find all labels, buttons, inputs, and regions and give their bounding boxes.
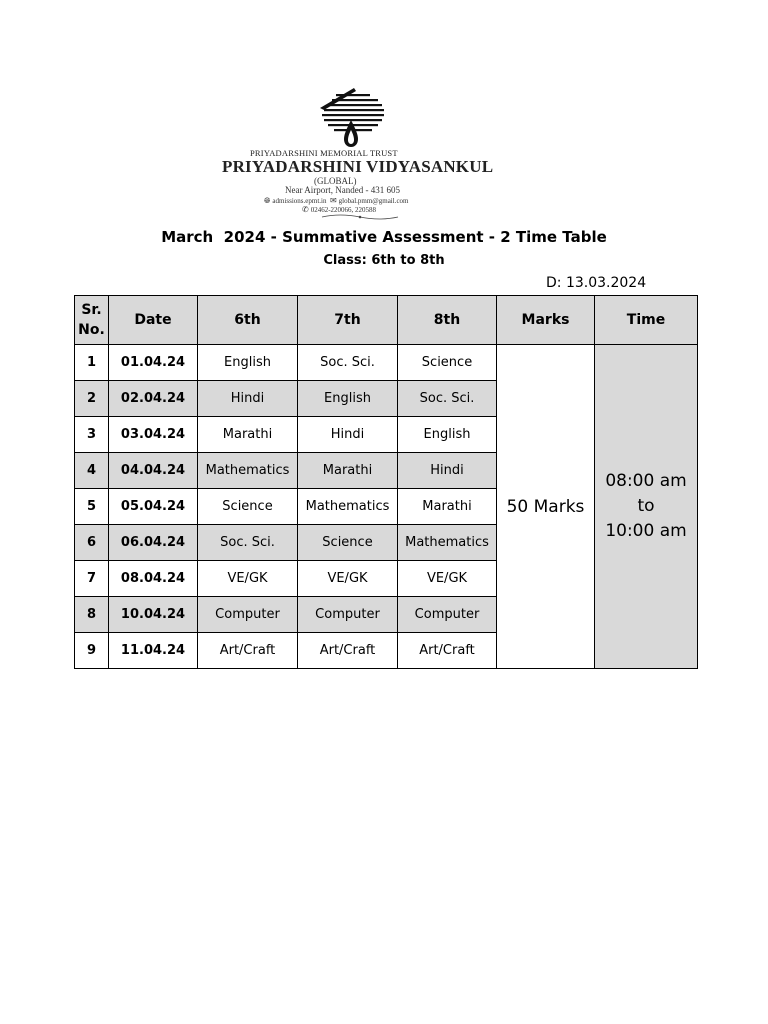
header-sr-line2: No.	[78, 322, 105, 338]
cell-8th: Science	[398, 345, 497, 381]
cell-time	[595, 345, 698, 669]
time-to: 10:00 am	[605, 521, 687, 541]
cell-sr: 3	[75, 417, 109, 453]
cell-7th: Soc. Sci.	[298, 345, 398, 381]
cell-6th: VE/GK	[198, 561, 298, 597]
cell-7th: Mathematics	[298, 489, 398, 525]
document-title: March 2024 - Summative Assessment - 2 Time Table	[161, 228, 607, 246]
cell-7th: VE/GK	[298, 561, 398, 597]
cell-7th: Computer	[298, 597, 398, 633]
document-date: D: 13.03.2024	[546, 275, 647, 291]
cell-date: 08.04.24	[109, 561, 198, 597]
cell-8th: Mathematics	[398, 525, 497, 561]
cell-sr: 6	[75, 525, 109, 561]
cell-sr: 9	[75, 633, 109, 669]
school-name: PRIYADARSHINI VIDYASANKUL	[222, 157, 494, 176]
cell-7th: Marathi	[298, 453, 398, 489]
exam-timetable	[74, 295, 698, 669]
cell-6th: Soc. Sci.	[198, 525, 298, 561]
cell-8th: Art/Craft	[398, 633, 497, 669]
table-row	[75, 345, 698, 381]
cell-sr: 8	[75, 597, 109, 633]
cell-6th: Marathi	[198, 417, 298, 453]
header-time: Time	[595, 296, 698, 345]
cell-6th: Mathematics	[198, 453, 298, 489]
cell-7th: Science	[298, 525, 398, 561]
header-7th: 7th	[298, 296, 398, 345]
cell-8th: Marathi	[398, 489, 497, 525]
cell-6th: Computer	[198, 597, 298, 633]
time-from: 08:00 am	[605, 471, 687, 491]
cell-date: 02.04.24	[109, 381, 198, 417]
cell-date: 04.04.24	[109, 453, 198, 489]
cell-8th: Computer	[398, 597, 497, 633]
phone-icon: ✆	[302, 205, 309, 214]
cell-sr: 1	[75, 345, 109, 381]
cell-6th: Science	[198, 489, 298, 525]
cell-sr: 2	[75, 381, 109, 417]
cell-6th: Art/Craft	[198, 633, 298, 669]
cell-sr: 7	[75, 561, 109, 597]
time-separator: to	[637, 496, 655, 516]
email-text: global.pmm@gmail.com	[338, 197, 409, 205]
cell-date: 10.04.24	[109, 597, 198, 633]
envelope-icon: ✉	[329, 196, 337, 205]
header-sr-no	[75, 296, 109, 345]
cell-6th: Hindi	[198, 381, 298, 417]
cell-date: 03.04.24	[109, 417, 198, 453]
header-8th: 8th	[398, 296, 497, 345]
header-sr-line1: Sr.	[81, 302, 102, 318]
campus-name: (GLOBAL)	[314, 176, 357, 186]
class-label: Class: 6th to 8th	[323, 253, 445, 268]
cell-8th: English	[398, 417, 497, 453]
cell-date: 06.04.24	[109, 525, 198, 561]
cell-date: 05.04.24	[109, 489, 198, 525]
table-header-row	[75, 296, 698, 345]
cell-8th: VE/GK	[398, 561, 497, 597]
phone-text: 02462-220066, 220588	[310, 206, 377, 214]
school-logo-icon	[314, 86, 388, 148]
cell-7th: Art/Craft	[298, 633, 398, 669]
flourish-divider	[320, 213, 400, 221]
school-address: Near Airport, Nanded - 431 605	[285, 185, 400, 195]
cell-marks: 50 Marks	[497, 345, 595, 669]
header-6th: 6th	[198, 296, 298, 345]
cell-8th: Soc. Sci.	[398, 381, 497, 417]
cell-7th: English	[298, 381, 398, 417]
header-marks: Marks	[497, 296, 595, 345]
website-text: admissions.epmt.in	[272, 197, 327, 205]
cell-7th: Hindi	[298, 417, 398, 453]
trust-name: PRIYADARSHINI MEMORIAL TRUST	[250, 148, 398, 158]
cell-date: 01.04.24	[109, 345, 198, 381]
cell-sr: 5	[75, 489, 109, 525]
cell-8th: Hindi	[398, 453, 497, 489]
globe-icon: 🌐︎	[264, 196, 271, 205]
cell-6th: English	[198, 345, 298, 381]
cell-date: 11.04.24	[109, 633, 198, 669]
cell-sr: 4	[75, 453, 109, 489]
header-date: Date	[109, 296, 198, 345]
